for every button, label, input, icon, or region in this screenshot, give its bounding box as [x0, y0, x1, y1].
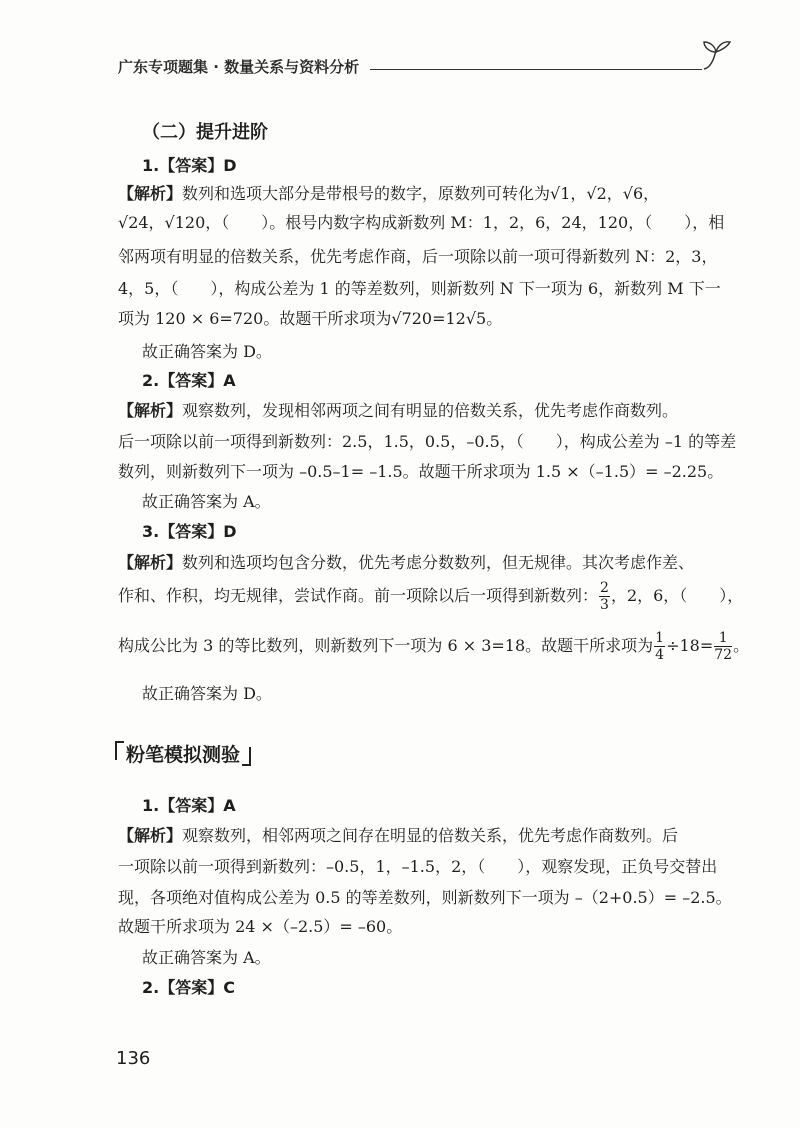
q3-text-1: 数列和选项均包含分数，优先考虑分数数列，但无规律。其次考虑作差、: [182, 553, 695, 572]
analysis-tag: 【解析】: [118, 401, 183, 420]
m1-answer: 1.【答案】A: [142, 796, 236, 815]
q3-answer: 3.【答案】D: [142, 522, 237, 541]
q2-conclusion: 故正确答案为 A。: [142, 492, 271, 511]
q3-text-2b: ，2，6，（ ），: [610, 586, 744, 605]
q1-line-4: 4，5，（ ），构成公差为 1 的等差数列，则新数列 N 下一项为 6，新数列 M 下一: [118, 279, 721, 298]
q3-line-1: [118, 553, 694, 574]
q2-answer: 2.【答案】A: [142, 371, 236, 390]
fraction-denominator: 72: [714, 647, 733, 663]
m1-conclusion: 故正确答案为 A。: [142, 948, 271, 967]
q1-line-2: √24，√120，（ ）。根号内数字构成新数列 M：1，2，6，24，120，（ ），相: [118, 213, 725, 232]
q2-line-3: 数列，则新数列下一项为 –0.5–1= –1.5。故题干所求项为 1.5 ×（–1.5）= –2.25。: [118, 462, 724, 481]
q1-answer: 1.【答案】D: [142, 156, 237, 175]
section-title-advanced: （二）提升进阶: [142, 122, 268, 143]
q3-line-2: [118, 580, 743, 613]
running-header: [118, 56, 718, 80]
q3-conclusion: 故正确答案为 D。: [142, 684, 272, 703]
title-bracket-right: [242, 747, 251, 766]
m1-line-3: 现，各项绝对值构成公差为 0.5 的等差数列，则新数列下一项为 –（2+0.5）= –2.5。: [118, 888, 732, 907]
q3-text-3c: 。: [733, 636, 750, 655]
m1-line-4: 故题干所求项为 24 ×（–2.5）= –60。: [118, 917, 403, 936]
fraction-denominator: 4: [655, 647, 665, 663]
header-rule: [370, 69, 702, 70]
section-title-mock: 粉笔模拟测验: [126, 744, 241, 766]
m1-line-2: 一项除以前一项得到新数列：–0.5，1，–1.5，2，（ ），观察发现，正负号交替出: [118, 857, 718, 876]
q2-line-1: [118, 401, 678, 422]
analysis-tag: 【解析】: [118, 553, 183, 572]
analysis-tag: 【解析】: [118, 184, 183, 203]
fraction-one-seventy-second: [714, 630, 732, 663]
q1-line-3: 邻两项有明显的倍数关系，优先考虑作商，后一项除以前一项可得新数列 N：2，3，: [118, 247, 718, 266]
fraction-numerator: 1: [714, 630, 732, 647]
fraction-two-thirds: [599, 580, 610, 613]
q3-text-3b: ÷18=: [666, 636, 714, 655]
m2-answer: 2.【答案】C: [142, 978, 235, 997]
page-number: 136: [116, 1048, 151, 1069]
q2-text-1: 观察数列，发现相邻两项之间有明显的倍数关系，优先考虑作商数列。: [182, 401, 679, 420]
q3-text-2a: 作和、作积，均无规律，尝试作商。前一项除以后一项得到新数列：: [118, 586, 599, 605]
m1-text-1: 观察数列，相邻两项之间存在明显的倍数关系，优先考虑作商数列。后: [182, 826, 679, 845]
title-bracket-left: [115, 741, 124, 760]
analysis-tag: 【解析】: [118, 826, 183, 845]
m1-line-1: [118, 826, 678, 847]
fraction-numerator: 2: [600, 580, 609, 596]
q2-line-2: 后一项除以前一项得到新数列：2.5，1.5，0.5，–0.5，（ ），构成公差为 –1 的等差: [118, 432, 737, 451]
fraction-one-quarter: [654, 630, 665, 663]
header-title: 广东专项题集 · 数量关系与资料分析: [118, 58, 360, 76]
q1-conclusion: 故正确答案为 D。: [142, 342, 272, 361]
q1-text-1: 数列和选项大部分是带根号的数字，原数列可转化为√1，√2，√6，: [182, 184, 660, 203]
sprout-icon: [700, 40, 736, 70]
fraction-numerator: 1: [655, 630, 665, 646]
q1-line-1: [118, 184, 659, 205]
fraction-denominator: 3: [600, 597, 609, 613]
q3-line-3: [118, 630, 749, 663]
q3-text-3a: 构成公比为 3 的等比数列，则新数列下一项为 6 × 3=18。故题干所求项为: [118, 636, 654, 655]
q1-line-5: 项为 120 × 6=720。故题干所求项为√720=12√5。: [118, 309, 503, 328]
